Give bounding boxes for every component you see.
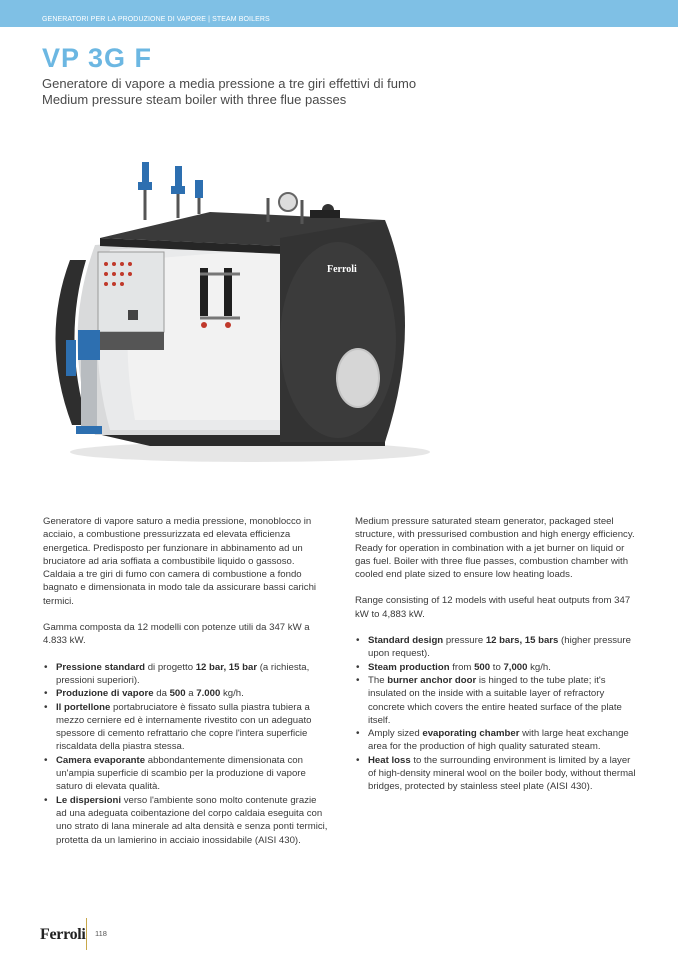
feature-bold: 500	[474, 661, 491, 673]
feature-text: portabruciatore è fissato sulla piastra tubiera a mezzo cerniere ed è internamente rivestito con un adeguato spessore di cemento refrattario che copre l'intera superficie riscaldata della piastra stessa.	[56, 701, 312, 753]
feature-text: verso l'ambiente sono molto contenute grazie ad una adeguata coibentazione del corpo caldaia eseguita con uno strato di lana minerale ad alta densità e senza ponti termici, protetta da un lamierino in acciaio inossidabile (AISI 430).	[56, 794, 328, 846]
feature-bold: Le dispersioni	[56, 794, 122, 806]
features-list-en	[355, 634, 640, 794]
section-title: GENERATORI PER LA PRODUZIONE DI VAPORE | STEAM BOILERS	[42, 16, 270, 23]
feature-bold: Pressione standard	[56, 661, 146, 673]
boiler-image	[40, 150, 440, 470]
subtitle-english: Medium pressure steam boiler with three flue passes	[42, 92, 347, 107]
feature-text: with large heat exchange area for the production of high quality saturated steam.	[368, 728, 629, 753]
list-item	[43, 794, 328, 847]
feature-bold: evaporating chamber	[422, 728, 520, 740]
page-subtitle	[42, 76, 416, 108]
feature-bold: Camera evaporante	[56, 754, 146, 766]
boiler-brand-label: Ferroli	[327, 264, 357, 275]
feature-text: (higher pressure upon request).	[368, 635, 631, 660]
feature-text: abbondantemente dimensionata con un'ampia superficie di scambio per la produzione di vapore saturo di elevata qualità.	[56, 754, 306, 793]
intro-line-1: Medium pressure saturated steam generator, packaged steel structure, with pressurised combustion and high energy efficiency.	[355, 516, 635, 541]
feature-text: The	[368, 674, 388, 686]
list-item	[355, 727, 640, 754]
feature-text: kg/h.	[220, 688, 244, 700]
range-paragraph-en: Range consisting of 12 models with useful heat outputs from 347 kW to 4,883 kW.	[355, 595, 631, 620]
feature-text: a	[185, 688, 197, 700]
page-number: 118	[95, 929, 107, 938]
feature-bold: Produzione di vapore	[56, 688, 154, 700]
feature-bold: Steam production	[368, 661, 450, 673]
page-title: VP 3G F	[42, 43, 153, 73]
feature-text: di progetto	[145, 661, 196, 673]
feature-bold: burner anchor door	[387, 674, 477, 686]
feature-bold: Heat loss	[368, 754, 411, 766]
feature-bold: 500	[169, 688, 186, 700]
list-item	[43, 701, 328, 754]
list-item	[355, 674, 640, 727]
feature-text: kg/h.	[527, 661, 551, 673]
feature-text: to the surrounding environment is limited by a layer of high-density mineral wool on the boiler body, without thermal bridges, protected by stainless steel plate (AISI 430).	[368, 754, 636, 793]
brand-logo: Ferroli	[40, 926, 86, 943]
italian-description	[43, 515, 328, 847]
feature-bold: 12 bars, 15 bars	[485, 635, 559, 647]
feature-text: Amply sized	[368, 728, 423, 740]
feature-text: is hinged to the tube plate; it's insulated on the inside with a suitable layer of refractory concrete which covers the entire heated surface of the plate itself.	[368, 674, 622, 726]
intro-paragraph-it: Generatore di vapore saturo a media pressione, monoblocco in acciaio, a combustione pressurizzata ed elevata efficienza energetica. Predisposto per funzionare in abbinamento ad un bruciatore ad aria soffiata a combustibile liquido o gassoso. Caldaia a tre giri di fumo con camera di combustione a fondo bagnato e dimensionata in modo tale da assicurare bassi carichi termici.	[43, 516, 317, 607]
feature-text: (a richiesta, pressioni superiori).	[56, 661, 310, 686]
feature-text: da	[153, 688, 170, 700]
english-description	[355, 515, 640, 794]
range-paragraph-it: Gamma composta da 12 modelli con potenze utili da 347 kW a 4.833 kW.	[43, 622, 310, 647]
list-item	[43, 661, 328, 688]
subtitle-italian: Generatore di vapore a media pressione a tre giri effettivi di fumo	[42, 76, 417, 91]
header-bar	[0, 0, 678, 27]
feature-bold: 7.000	[196, 688, 221, 700]
list-item	[43, 754, 328, 794]
feature-bold: Standard design	[368, 635, 444, 647]
list-item	[355, 754, 640, 794]
footer-divider	[86, 918, 87, 950]
intro-paragraph-en	[355, 515, 640, 581]
intro-line-2: Ready for operation in combination with a jet burner on liquid or gas fuel. Boiler with three flue passes, combustion chamber with cooled end plate sized to ensure low heating loads.	[355, 542, 629, 581]
list-item	[355, 661, 640, 674]
feature-text: to	[490, 661, 504, 673]
feature-bold: 12 bar, 15 bar	[195, 661, 258, 673]
feature-bold: 7,000	[503, 661, 528, 673]
list-item	[43, 687, 328, 700]
feature-bold: Il portellone	[56, 701, 111, 713]
list-item	[355, 634, 640, 661]
feature-text: pressure	[443, 635, 486, 647]
features-list-it	[43, 661, 328, 847]
feature-text: from	[449, 661, 475, 673]
